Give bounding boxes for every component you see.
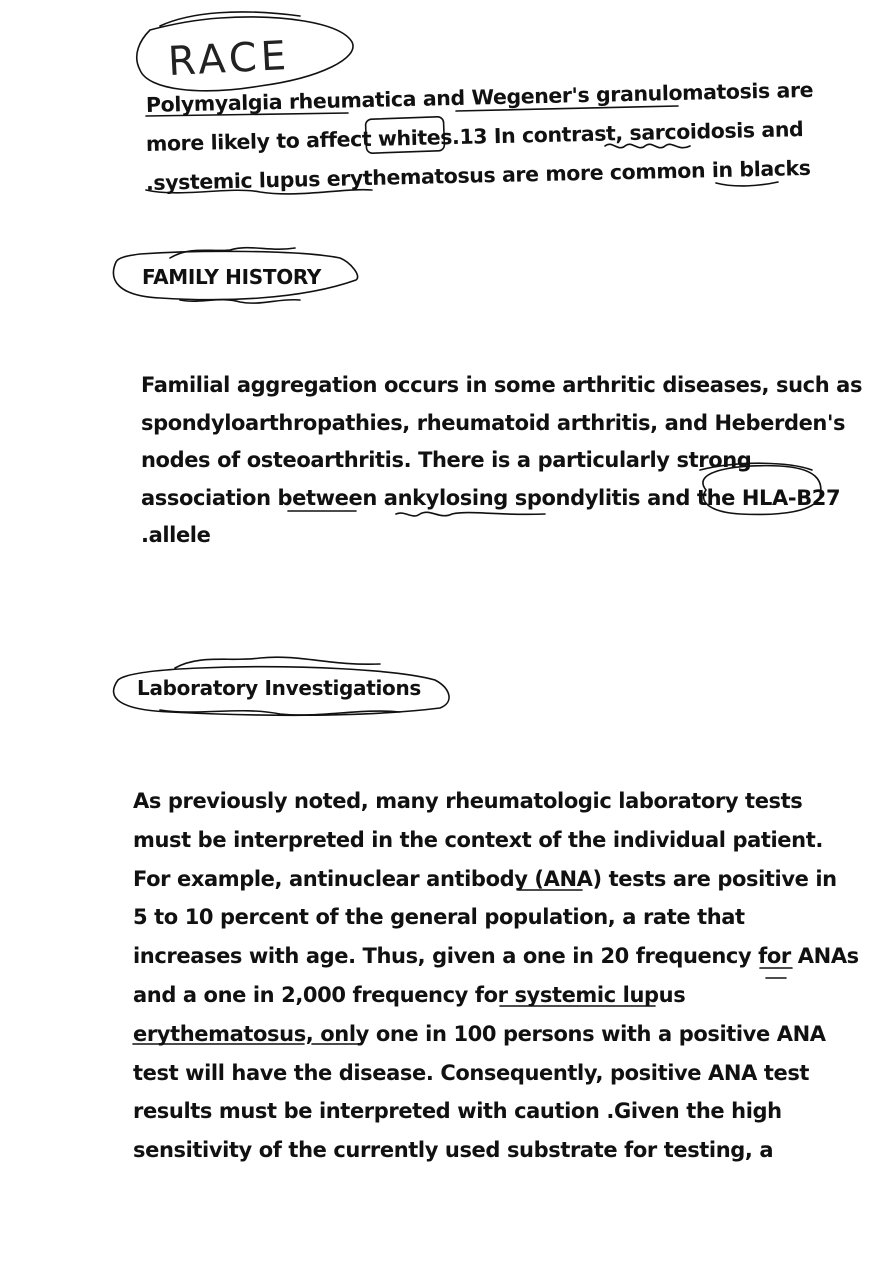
lab-line-10: sensitivity of the currently used substrate for testing, a <box>133 1138 774 1163</box>
laboratory-heading: Laboratory Investigations <box>137 676 422 700</box>
race-line-1: Polymyalgia rheumatica and Wegener's granulomatosis are <box>145 77 814 117</box>
lab-line-2: must be interpreted in the context of the individual patient. <box>133 827 823 852</box>
lab-line-1: As previously noted, many rheumatologic laboratory tests <box>133 789 803 813</box>
lab-line-4: 5 to 10 percent of the general population, a rate that <box>133 905 745 930</box>
race-paragraph <box>145 77 814 203</box>
lab-line-9: results must be interpreted with caution .Given the high <box>133 1099 782 1124</box>
family-line-5: .allele <box>141 523 211 547</box>
family-cloud-top-mark <box>170 248 295 258</box>
family-cloud-bottom-mark <box>180 300 300 303</box>
family-line-3: nodes of osteoarthritis. There is a particularly strong <box>141 448 752 472</box>
lab-cloud-top-mark <box>175 657 380 668</box>
laboratory-paragraph <box>133 782 859 1170</box>
race-line-2: more likely to affect whites.13 In contrast, sarcoidosis and <box>145 117 804 156</box>
lab-line-5: increases with age. Thus, given a one in 20 frequency for ANAs <box>133 944 859 969</box>
family-line-4: association between ankylosing spondylitis and the HLA-B27 <box>141 485 841 510</box>
handwritten-race-heading: RACE <box>166 32 292 86</box>
lab-cloud-bottom-mark <box>160 710 400 715</box>
lab-line-7: erythematosus, only one in 100 persons with a positive ANA <box>133 1021 826 1046</box>
race-line-3: .systemic lupus erythematosus are more common in blacks <box>145 155 811 195</box>
lab-line-3: For example, antinuclear antibody (ANA) tests are positive in <box>133 866 837 891</box>
family-history-paragraph <box>141 367 862 555</box>
family-history-heading: FAMILY HISTORY <box>142 265 322 289</box>
lab-line-8: test will have the disease. Consequently, positive ANA test <box>133 1060 810 1085</box>
family-line-1: Familial aggregation occurs in some arthritic diseases, such as <box>141 373 863 397</box>
lab-line-6: and a one in 2,000 frequency for systemic lupus <box>133 982 686 1007</box>
family-line-2: spondyloarthropathies, rheumatoid arthritis, and Heberden's <box>141 410 846 435</box>
race-cloud-top-mark <box>160 12 300 26</box>
